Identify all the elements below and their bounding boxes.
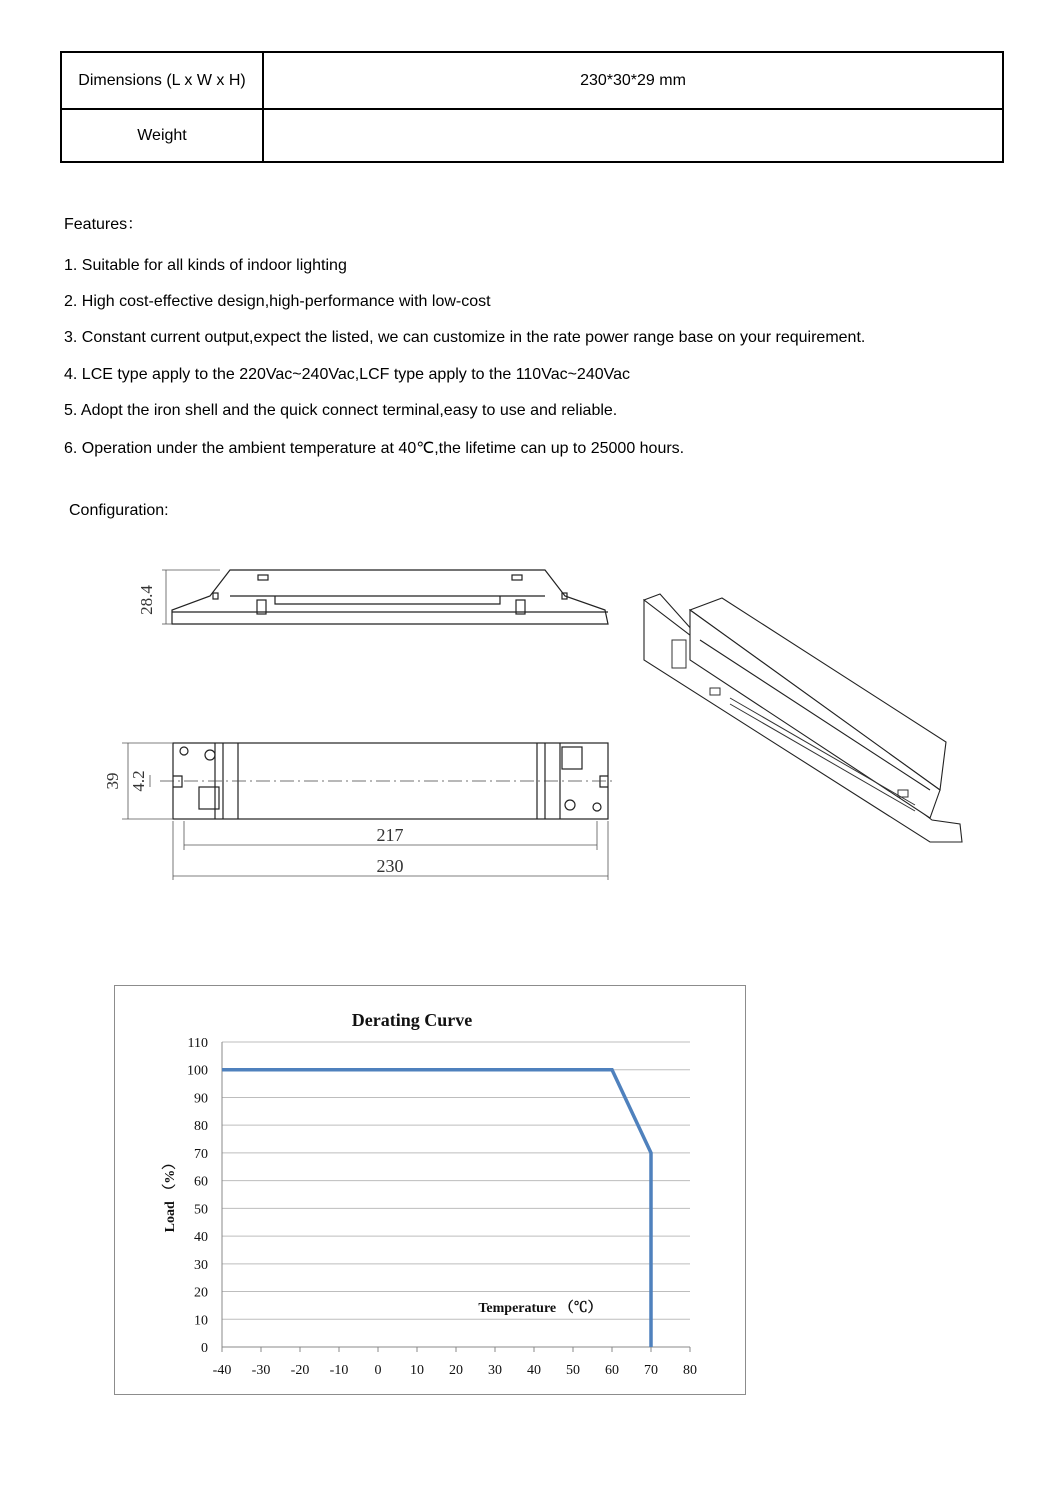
feature-item: 3. Constant current output,expect the listed, we can customize in the rate power range base on your requirement. (64, 329, 866, 346)
y-tick-label: 90 (194, 1091, 208, 1107)
x-tick-label: -20 (290, 1363, 310, 1378)
feature-item: 1. Suitable for all kinds of indoor lighting (64, 257, 347, 274)
x-tick-label: 20 (449, 1363, 463, 1378)
weight-label: Weight (62, 110, 264, 161)
feature-item: 6. Operation under the ambient temperature at 40℃,the lifetime can up to 25000 hours. (64, 440, 685, 457)
y-axis-label: Load （%） (163, 1155, 178, 1233)
x-tick-label: 50 (566, 1363, 580, 1378)
y-tick-label: 40 (194, 1230, 208, 1246)
table-row (62, 110, 1002, 161)
dimensions-label: Dimensions (L x W x H) (62, 53, 264, 108)
feature-item: 2. High cost-effective design,high-performance with low-cost (64, 293, 491, 310)
x-tick-label: -30 (251, 1363, 271, 1378)
y-tick-label: 100 (187, 1063, 208, 1079)
y-tick-label: 50 (194, 1202, 208, 1218)
x-tick-label: -40 (212, 1363, 232, 1378)
x-axis-label: Temperature （℃） (478, 1301, 602, 1316)
feature-item: 5. Adopt the iron shell and the quick connect terminal,easy to use and reliable. (64, 402, 618, 419)
y-tick-label: 70 (194, 1146, 208, 1162)
derating-chart-frame (114, 985, 746, 1395)
y-tick-label: 60 (194, 1174, 208, 1190)
top-view-drawing (100, 735, 620, 885)
x-tick-label: 10 (410, 1363, 424, 1378)
y-tick-label: 10 (194, 1313, 208, 1329)
x-tick-label: -10 (329, 1363, 349, 1378)
x-tick-label: 60 (605, 1363, 619, 1378)
x-tick-label: 30 (488, 1363, 502, 1378)
derating-chart (115, 986, 745, 1394)
y-tick-label: 20 (194, 1285, 208, 1301)
features-title: Features： (64, 216, 144, 233)
weight-value (264, 110, 1002, 161)
table-row (62, 53, 1002, 110)
dim-hole-label: 4.2 (129, 770, 148, 792)
dim-inner-length-label: 217 (376, 825, 404, 845)
dim-width-label: 39 (103, 772, 122, 790)
chart-title: Derating Curve (351, 1010, 473, 1030)
x-tick-label: 70 (644, 1363, 658, 1378)
y-tick-label: 30 (194, 1257, 208, 1273)
y-tick-label: 80 (194, 1119, 208, 1135)
x-tick-label: 0 (374, 1363, 382, 1378)
y-tick-label: 110 (187, 1036, 208, 1051)
dim-length-label: 230 (376, 856, 404, 876)
x-tick-label: 40 (527, 1363, 541, 1378)
y-tick-label: 0 (201, 1341, 208, 1356)
feature-item: 4. LCE type apply to the 220Vac~240Vac,LCF type apply to the 110Vac~240Vac (64, 366, 631, 383)
spec-table (60, 51, 1004, 163)
dimensions-value: 230*30*29 mm (580, 71, 686, 89)
isometric-view-drawing (630, 580, 970, 850)
configuration-title: Configuration: (69, 502, 169, 519)
dim-height-label: 28.4 (137, 585, 156, 615)
x-tick-label: 80 (683, 1363, 697, 1378)
side-view-drawing (110, 560, 620, 640)
